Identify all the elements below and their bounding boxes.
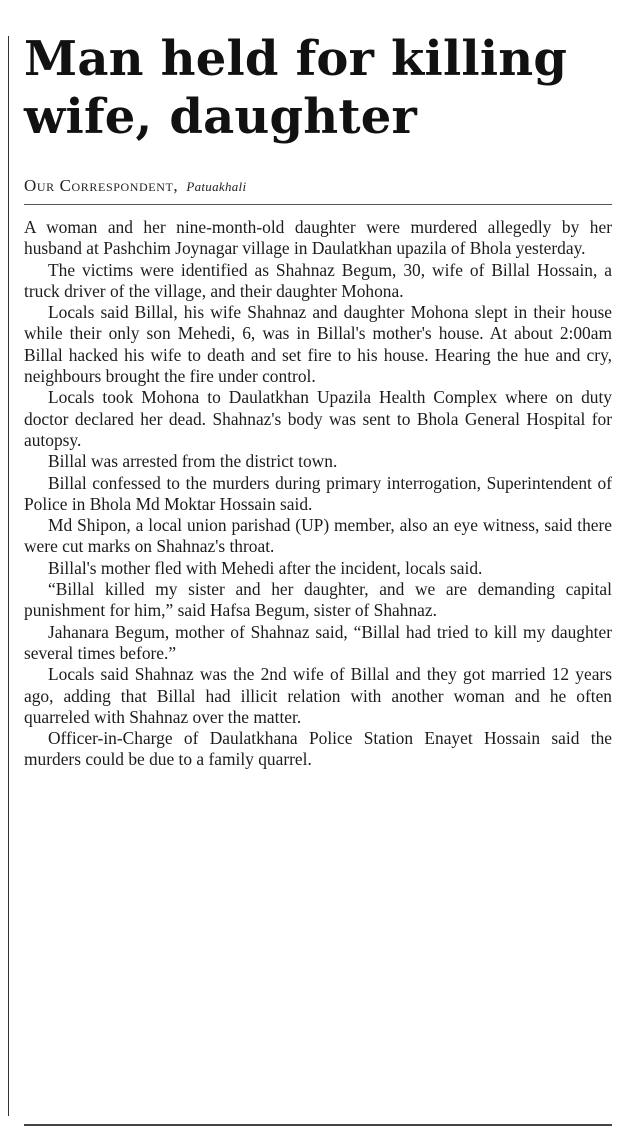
paragraph: Locals said Billal, his wife Shahnaz and daughter Mohona slept in their house while their only son Mehedi, 6, was in Billal's mother's house. At about 2:00am Billal hacked his wife to death and set fire to his house. Hearing the hue and cry, neighbours brought the fire under control. [24,302,612,387]
headline: Man held for killing wife, daughter [24,31,568,145]
paragraph: Md Shipon, a local union parishad (UP) member, also an eye witness, said there were cut marks on Shahnaz's throat. [24,515,612,557]
paragraph: Billal's mother fled with Mehedi after the incident, locals said. [48,557,483,578]
paragraph: Locals said Shahnaz was the 2nd wife of Billal and they got married 12 years ago, adding that Billal had illicit relation with another woman and he often quarreled with Shahnaz over the matter. [24,664,612,727]
news-article [24,30,612,771]
paragraph: The victims were identified as Shahnaz Begum, 30, wife of Billal Hossain, a truck driver of the village, and their daughter Mohona. [24,259,612,301]
article-body [24,217,612,771]
byline-divider [24,204,612,205]
paragraph: A woman and her nine-month-old daughter were murdered allegedly by her husband at Pashchim Joynagar village in Daulatkhan upazila of Bhola yesterday. [24,217,612,259]
byline-correspondent: Our Correspondent, [24,176,179,195]
byline [24,176,612,196]
paragraph: Billal confessed to the murders during primary interrogation, Superintendent of Police in Bhola Md Moktar Hossain said. [24,472,612,514]
paragraph: Billal was arrested from the district town. [48,451,338,472]
paragraph: Jahanara Begum, mother of Shahnaz said, “Billal had tried to kill my daughter several times before.” [24,621,612,663]
bottom-divider [24,1124,612,1126]
byline-location: Patuakhali [186,179,247,194]
paragraph: “Billal killed my sister and her daughter, and we are demanding capital punishment for him,” said Hafsa Begum, sister of Shahnaz. [24,579,612,621]
paragraph: Officer-in-Charge of Daulatkhana Police Station Enayet Hossain said the murders could be due to a family quarrel. [24,728,612,770]
column-divider-rule [8,36,9,1116]
paragraph: Locals took Mohona to Daulatkhan Upazila Health Complex where on duty doctor declared her dead. Shahnaz's body was sent to Bhola General Hospital for autopsy. [24,387,612,450]
